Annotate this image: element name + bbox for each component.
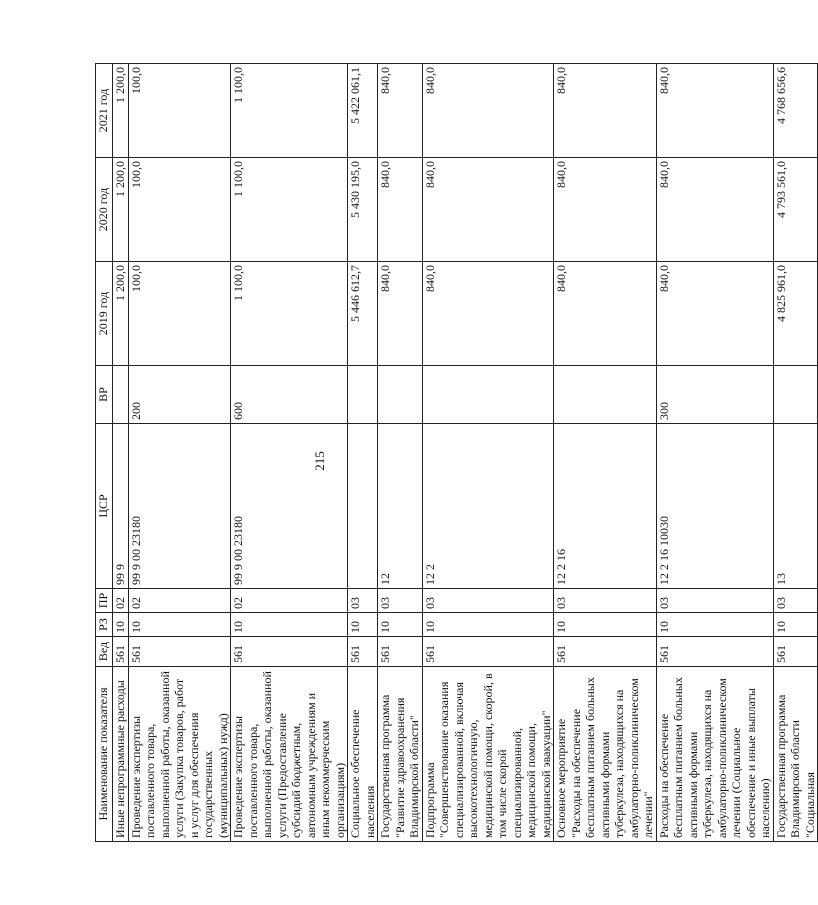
cell-2019: 4 825 961,0	[773, 262, 818, 366]
cell-2021: 100,0	[128, 64, 231, 158]
cell-csr: 13	[773, 424, 818, 589]
header-vr: ВР	[96, 366, 113, 424]
header-pr: ПР	[96, 589, 113, 613]
table-row	[113, 64, 129, 842]
cell-2020: 1 100,0	[231, 158, 348, 262]
cell-csr: 99 9 00 23180	[231, 424, 348, 589]
cell-name: Государственная программа "Развитие здравоохранения Владимирской области"	[378, 667, 423, 842]
cell-pr: 03	[773, 589, 818, 613]
cell-pr: 03	[378, 589, 423, 613]
cell-2020: 840,0	[422, 158, 554, 262]
table-row	[773, 64, 818, 842]
cell-pr: 03	[656, 589, 773, 613]
cell-vr	[378, 366, 423, 424]
cell-vr: 200	[128, 366, 231, 424]
cell-vr: 600	[231, 366, 348, 424]
cell-ved: 561	[656, 637, 773, 667]
cell-csr: 12 2 16 10030	[656, 424, 773, 589]
cell-name: Проведение экспертизы поставленного товара, выполненной работы, оказанной услуги (Закупка товаров, работ и услуг для обеспечения государственных (муниципальных) нужд)	[128, 667, 231, 842]
cell-ved: 561	[113, 637, 129, 667]
cell-2021: 1 100,0	[231, 64, 348, 158]
cell-csr	[348, 424, 378, 589]
cell-name: Подпрограмма "Совершенствование оказания специализированной, включая высокотехнологичную, медицинской помощи, скорой, в том числе скорой специализированной, медицинской помощи, медицинской эвакуации"	[422, 667, 554, 842]
cell-2019: 840,0	[422, 262, 554, 366]
cell-ved: 561	[773, 637, 818, 667]
header-2020: 2020 год	[96, 158, 113, 262]
header-ved: Вед	[96, 637, 113, 667]
cell-pr: 03	[422, 589, 554, 613]
cell-ved: 561	[231, 637, 348, 667]
cell-rz: 10	[231, 613, 348, 637]
cell-name: Иные непрограммные расходы	[113, 667, 129, 842]
header-csr: ЦСР	[96, 424, 113, 589]
page-number: 215	[312, 451, 327, 471]
cell-2020: 840,0	[378, 158, 423, 262]
cell-vr	[773, 366, 818, 424]
budget-table	[95, 63, 818, 842]
cell-2020: 5 430 195,0	[348, 158, 378, 262]
cell-vr: 300	[656, 366, 773, 424]
header-rz: РЗ	[96, 613, 113, 637]
cell-2021: 840,0	[378, 64, 423, 158]
cell-2020: 4 793 561,0	[773, 158, 818, 262]
cell-2019: 5 446 612,7	[348, 262, 378, 366]
cell-2019: 840,0	[378, 262, 423, 366]
cell-2019: 840,0	[554, 262, 657, 366]
cell-rz: 10	[422, 613, 554, 637]
header-name: Наименование показателя	[96, 667, 113, 842]
cell-rz: 10	[554, 613, 657, 637]
cell-vr	[113, 366, 129, 424]
cell-ved: 561	[348, 637, 378, 667]
header-2019: 2019 год	[96, 262, 113, 366]
cell-vr	[422, 366, 554, 424]
table-row	[231, 64, 348, 842]
cell-name: Проведение экспертизы поставленного товара, выполненной работы, оказанной услуги (Предоставление субсидий бюджетным, автономным учреждениям и иным некоммерческим организациям)	[231, 667, 348, 842]
table-row	[422, 64, 554, 842]
cell-2021: 840,0	[554, 64, 657, 158]
table-row	[348, 64, 378, 842]
cell-name: Расходы на обеспечение бесплатным питанием больных активными формами туберкулеза, находящихся на амбулаторно-поликлиническом лечении (Социальное обеспечение и иные выплаты населению)	[656, 667, 773, 842]
cell-csr: 99 9 00 23180	[128, 424, 231, 589]
cell-csr: 99 9	[113, 424, 129, 589]
cell-csr: 12 2 16	[554, 424, 657, 589]
table-row	[378, 64, 423, 842]
cell-2021: 840,0	[656, 64, 773, 158]
cell-name: Государственная программа Владимирской области "Социальная	[773, 667, 818, 842]
header-2021: 2021 год	[96, 64, 113, 158]
table-header-row	[96, 64, 113, 842]
cell-2021: 840,0	[422, 64, 554, 158]
cell-csr: 12 2	[422, 424, 554, 589]
cell-2019: 1 100,0	[231, 262, 348, 366]
rotated-table-container	[95, 64, 817, 842]
cell-ved: 561	[128, 637, 231, 667]
cell-rz: 10	[773, 613, 818, 637]
cell-pr: 02	[231, 589, 348, 613]
cell-name: Основное мероприятие "Расходы на обеспечение бесплатным питанием больных активными формами туберкулеза, находящихся на амбулаторно-поликлиническом лечении"	[554, 667, 657, 842]
cell-2021: 4 768 656,6	[773, 64, 818, 158]
cell-2021: 1 200,0	[113, 64, 129, 158]
cell-vr	[554, 366, 657, 424]
cell-2020: 100,0	[128, 158, 231, 262]
cell-2019: 1 200,0	[113, 262, 129, 366]
cell-ved: 561	[422, 637, 554, 667]
cell-2020: 1 200,0	[113, 158, 129, 262]
table-row	[554, 64, 657, 842]
cell-2021: 5 422 061,1	[348, 64, 378, 158]
cell-pr: 03	[348, 589, 378, 613]
cell-ved: 561	[554, 637, 657, 667]
cell-2020: 840,0	[554, 158, 657, 262]
table-row	[656, 64, 773, 842]
cell-name: Социальное обеспечение населения	[348, 667, 378, 842]
cell-ved: 561	[378, 637, 423, 667]
cell-pr: 02	[128, 589, 231, 613]
cell-csr: 12	[378, 424, 423, 589]
cell-pr: 03	[554, 589, 657, 613]
cell-2020: 840,0	[656, 158, 773, 262]
cell-2019: 840,0	[656, 262, 773, 366]
cell-rz: 10	[348, 613, 378, 637]
cell-2019: 100,0	[128, 262, 231, 366]
cell-rz: 10	[113, 613, 129, 637]
cell-rz: 10	[128, 613, 231, 637]
cell-vr	[348, 366, 378, 424]
cell-pr: 02	[113, 589, 129, 613]
table-row	[128, 64, 231, 842]
cell-rz: 10	[378, 613, 423, 637]
cell-rz: 10	[656, 613, 773, 637]
